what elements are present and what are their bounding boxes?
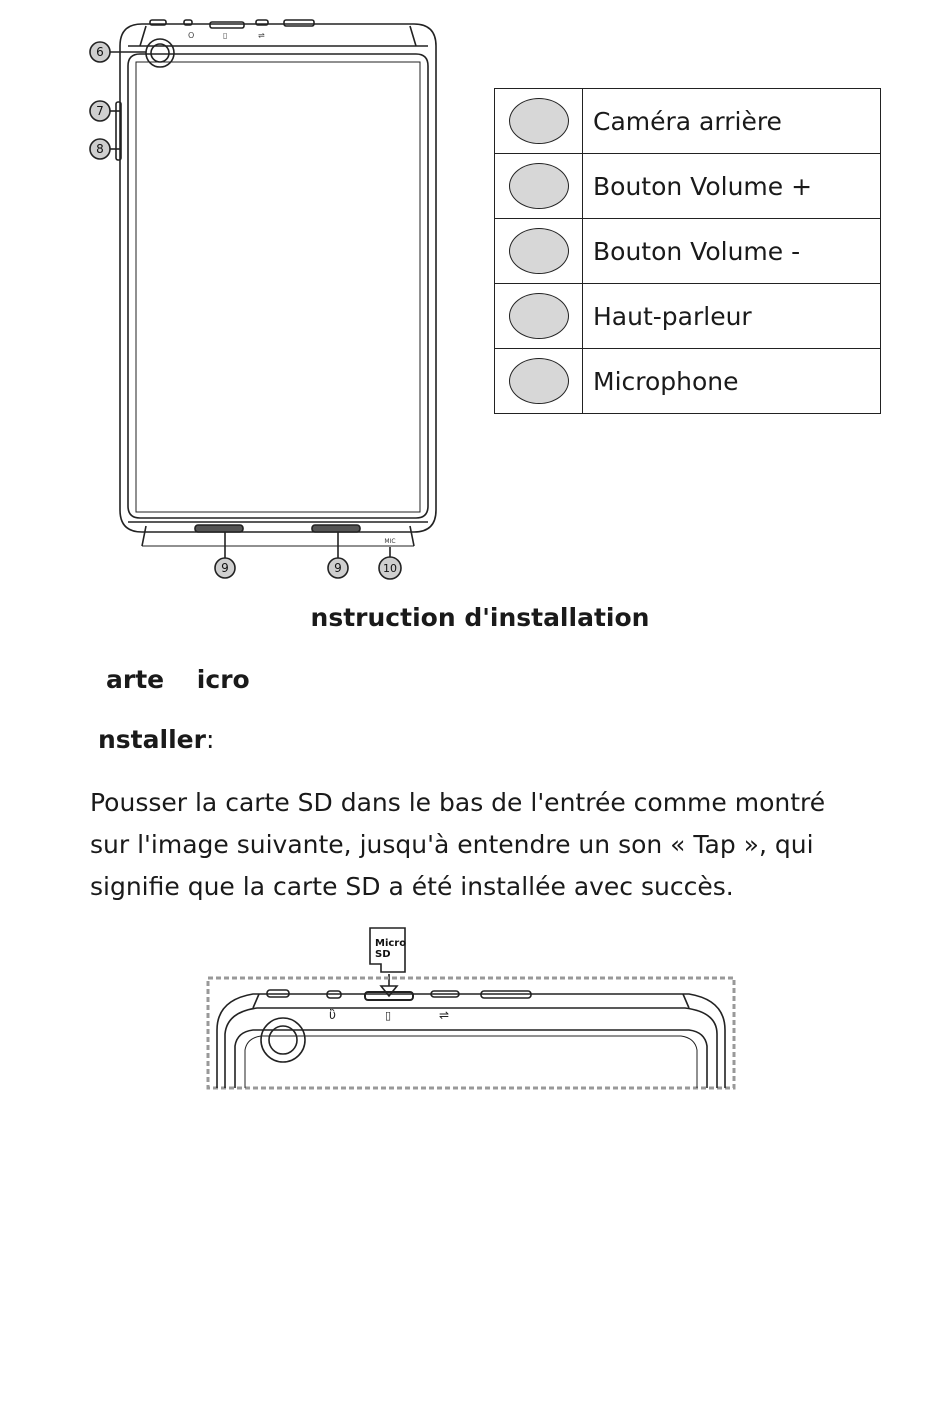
tablet-back-diagram — [80, 10, 460, 585]
callout-9b: 9 — [334, 561, 342, 575]
legend-label: Caméra arrière — [583, 89, 881, 154]
legend-row — [495, 349, 881, 414]
legend-row — [495, 219, 881, 284]
sd-card-label-2: SD — [375, 949, 391, 960]
sd-card-label-1: Micro — [375, 938, 407, 949]
section-heading: nstruction d'installation — [310, 603, 650, 632]
svg-text:ὒ: ὒ — [329, 1008, 336, 1022]
subheading-colon: : — [205, 725, 215, 754]
mic-mark: MIC — [384, 538, 396, 545]
callout-8: 8 — [96, 142, 104, 156]
legend-row — [495, 284, 881, 349]
legend-label: Microphone — [583, 349, 881, 414]
instruction-paragraph: Pousser la carte SD dans le bas de l'entrée comme montré sur l'image suivante, jusqu'à entendre un son « Tap », qui signifie que la carte SD a été installée avec succès. — [90, 788, 826, 901]
callout-6: 6 — [96, 45, 104, 59]
legend-label: Bouton Volume + — [583, 154, 881, 219]
callout-oval — [509, 98, 569, 144]
subheading-install — [98, 725, 214, 754]
callout-10: 10 — [383, 562, 397, 575]
callout-oval — [509, 228, 569, 274]
legend-row — [495, 154, 881, 219]
legend-label: Bouton Volume - — [583, 219, 881, 284]
callout-7: 7 — [96, 104, 104, 118]
svg-text:O: O — [188, 31, 195, 40]
subheading-install-text: nstaller — [98, 725, 206, 754]
callout-oval — [509, 163, 569, 209]
callout-oval — [509, 358, 569, 404]
svg-text:▯: ▯ — [385, 1009, 392, 1022]
svg-text:⇌: ⇌ — [258, 31, 265, 40]
legend-table — [494, 88, 881, 414]
subheading-card: arte icro — [106, 665, 250, 694]
svg-text:▯: ▯ — [223, 31, 228, 40]
legend-label: Haut-parleur — [583, 284, 881, 349]
svg-text:⇌: ⇌ — [439, 1008, 450, 1022]
callout-9a: 9 — [221, 561, 229, 575]
legend-row — [495, 89, 881, 154]
callout-oval — [509, 293, 569, 339]
sd-insertion-diagram — [205, 922, 745, 1092]
